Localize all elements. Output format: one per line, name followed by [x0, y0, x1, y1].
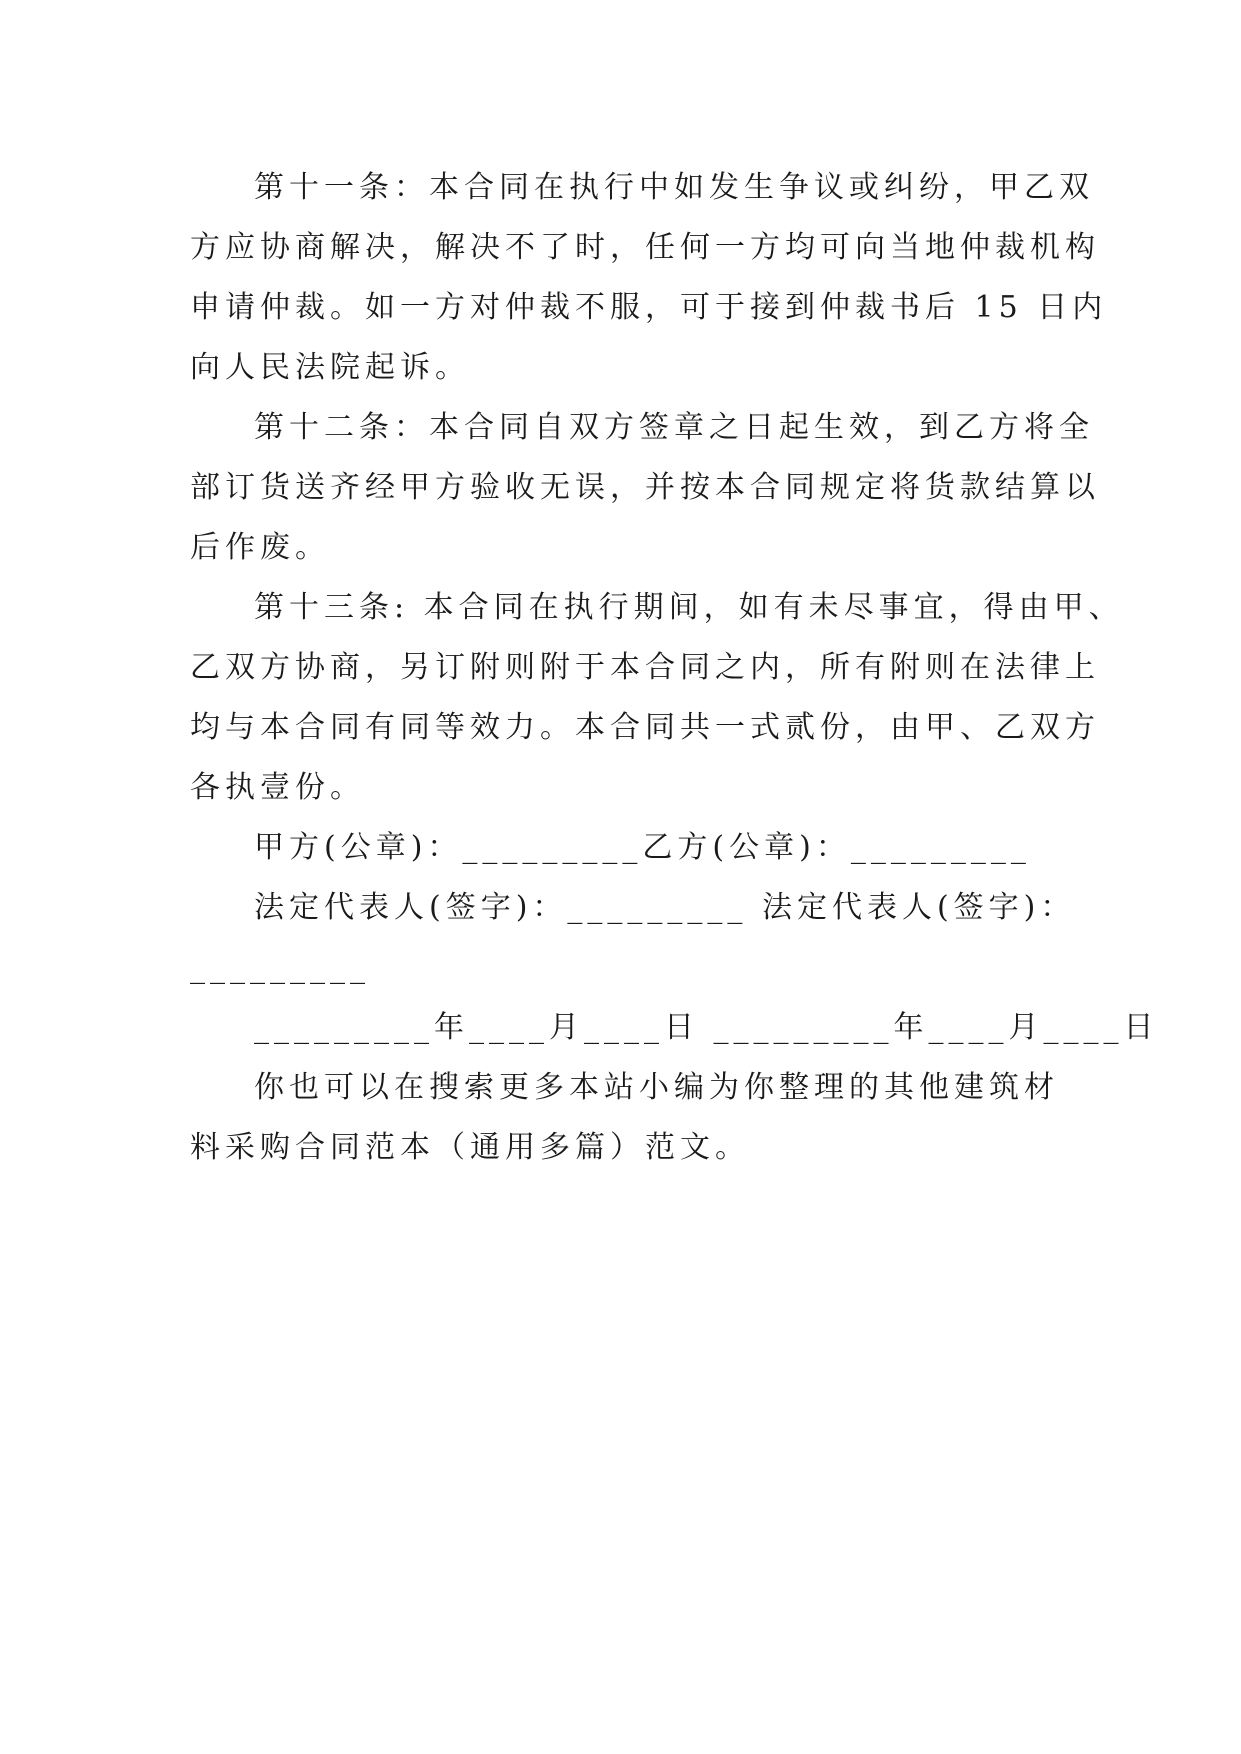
footer-note-line-1: 你也可以在搜索更多本站小编为你整理的其他建筑材 — [254, 1070, 1059, 1105]
date-line: _________年____月____日 _________年____月____日 — [254, 1010, 1159, 1045]
article-12-line-3: 后作废。 — [190, 530, 330, 565]
article-11-line-2: 方应协商解决，解决不了时，任何一方均可向当地仲裁机构 — [190, 230, 1100, 265]
party-seal-line: 甲方(公章)：_________乙方(公章)：_________ — [254, 830, 1031, 865]
article-13-line-3: 均与本合同有同等效力。本合同共一式贰份，由甲、乙双方 — [190, 710, 1100, 745]
article-12-line-2: 部订货送齐经甲方验收无误，并按本合同规定将货款结算以 — [190, 470, 1100, 505]
legal-representative-line: 法定代表人(签字)：_________ 法定代表人(签字)： — [254, 890, 1076, 925]
article-11-line-3: 申请仲裁。如一方对仲裁不服，可于接到仲裁书后 15 日内 — [190, 290, 1108, 325]
document-body — [190, 158, 1159, 1178]
signature-blank-line: _________ — [190, 950, 370, 985]
article-13-line-1: 第十三条: 本合同在执行期间，如有未尽事宜，得由甲、 — [254, 590, 1124, 625]
article-13-line-2: 乙双方协商，另订附则附于本合同之内，所有附则在法律上 — [190, 650, 1100, 685]
article-13-line-4: 各执壹份。 — [190, 770, 365, 805]
article-12-line-1: 第十二条：本合同自双方签章之日起生效，到乙方将全 — [254, 410, 1094, 445]
article-11-line-4: 向人民法院起诉。 — [190, 350, 470, 385]
article-11-line-1: 第十一条：本合同在执行中如发生争议或纠纷，甲乙双 — [254, 170, 1094, 205]
footer-note-line-2: 料采购合同范本（通用多篇）范文。 — [190, 1130, 750, 1165]
